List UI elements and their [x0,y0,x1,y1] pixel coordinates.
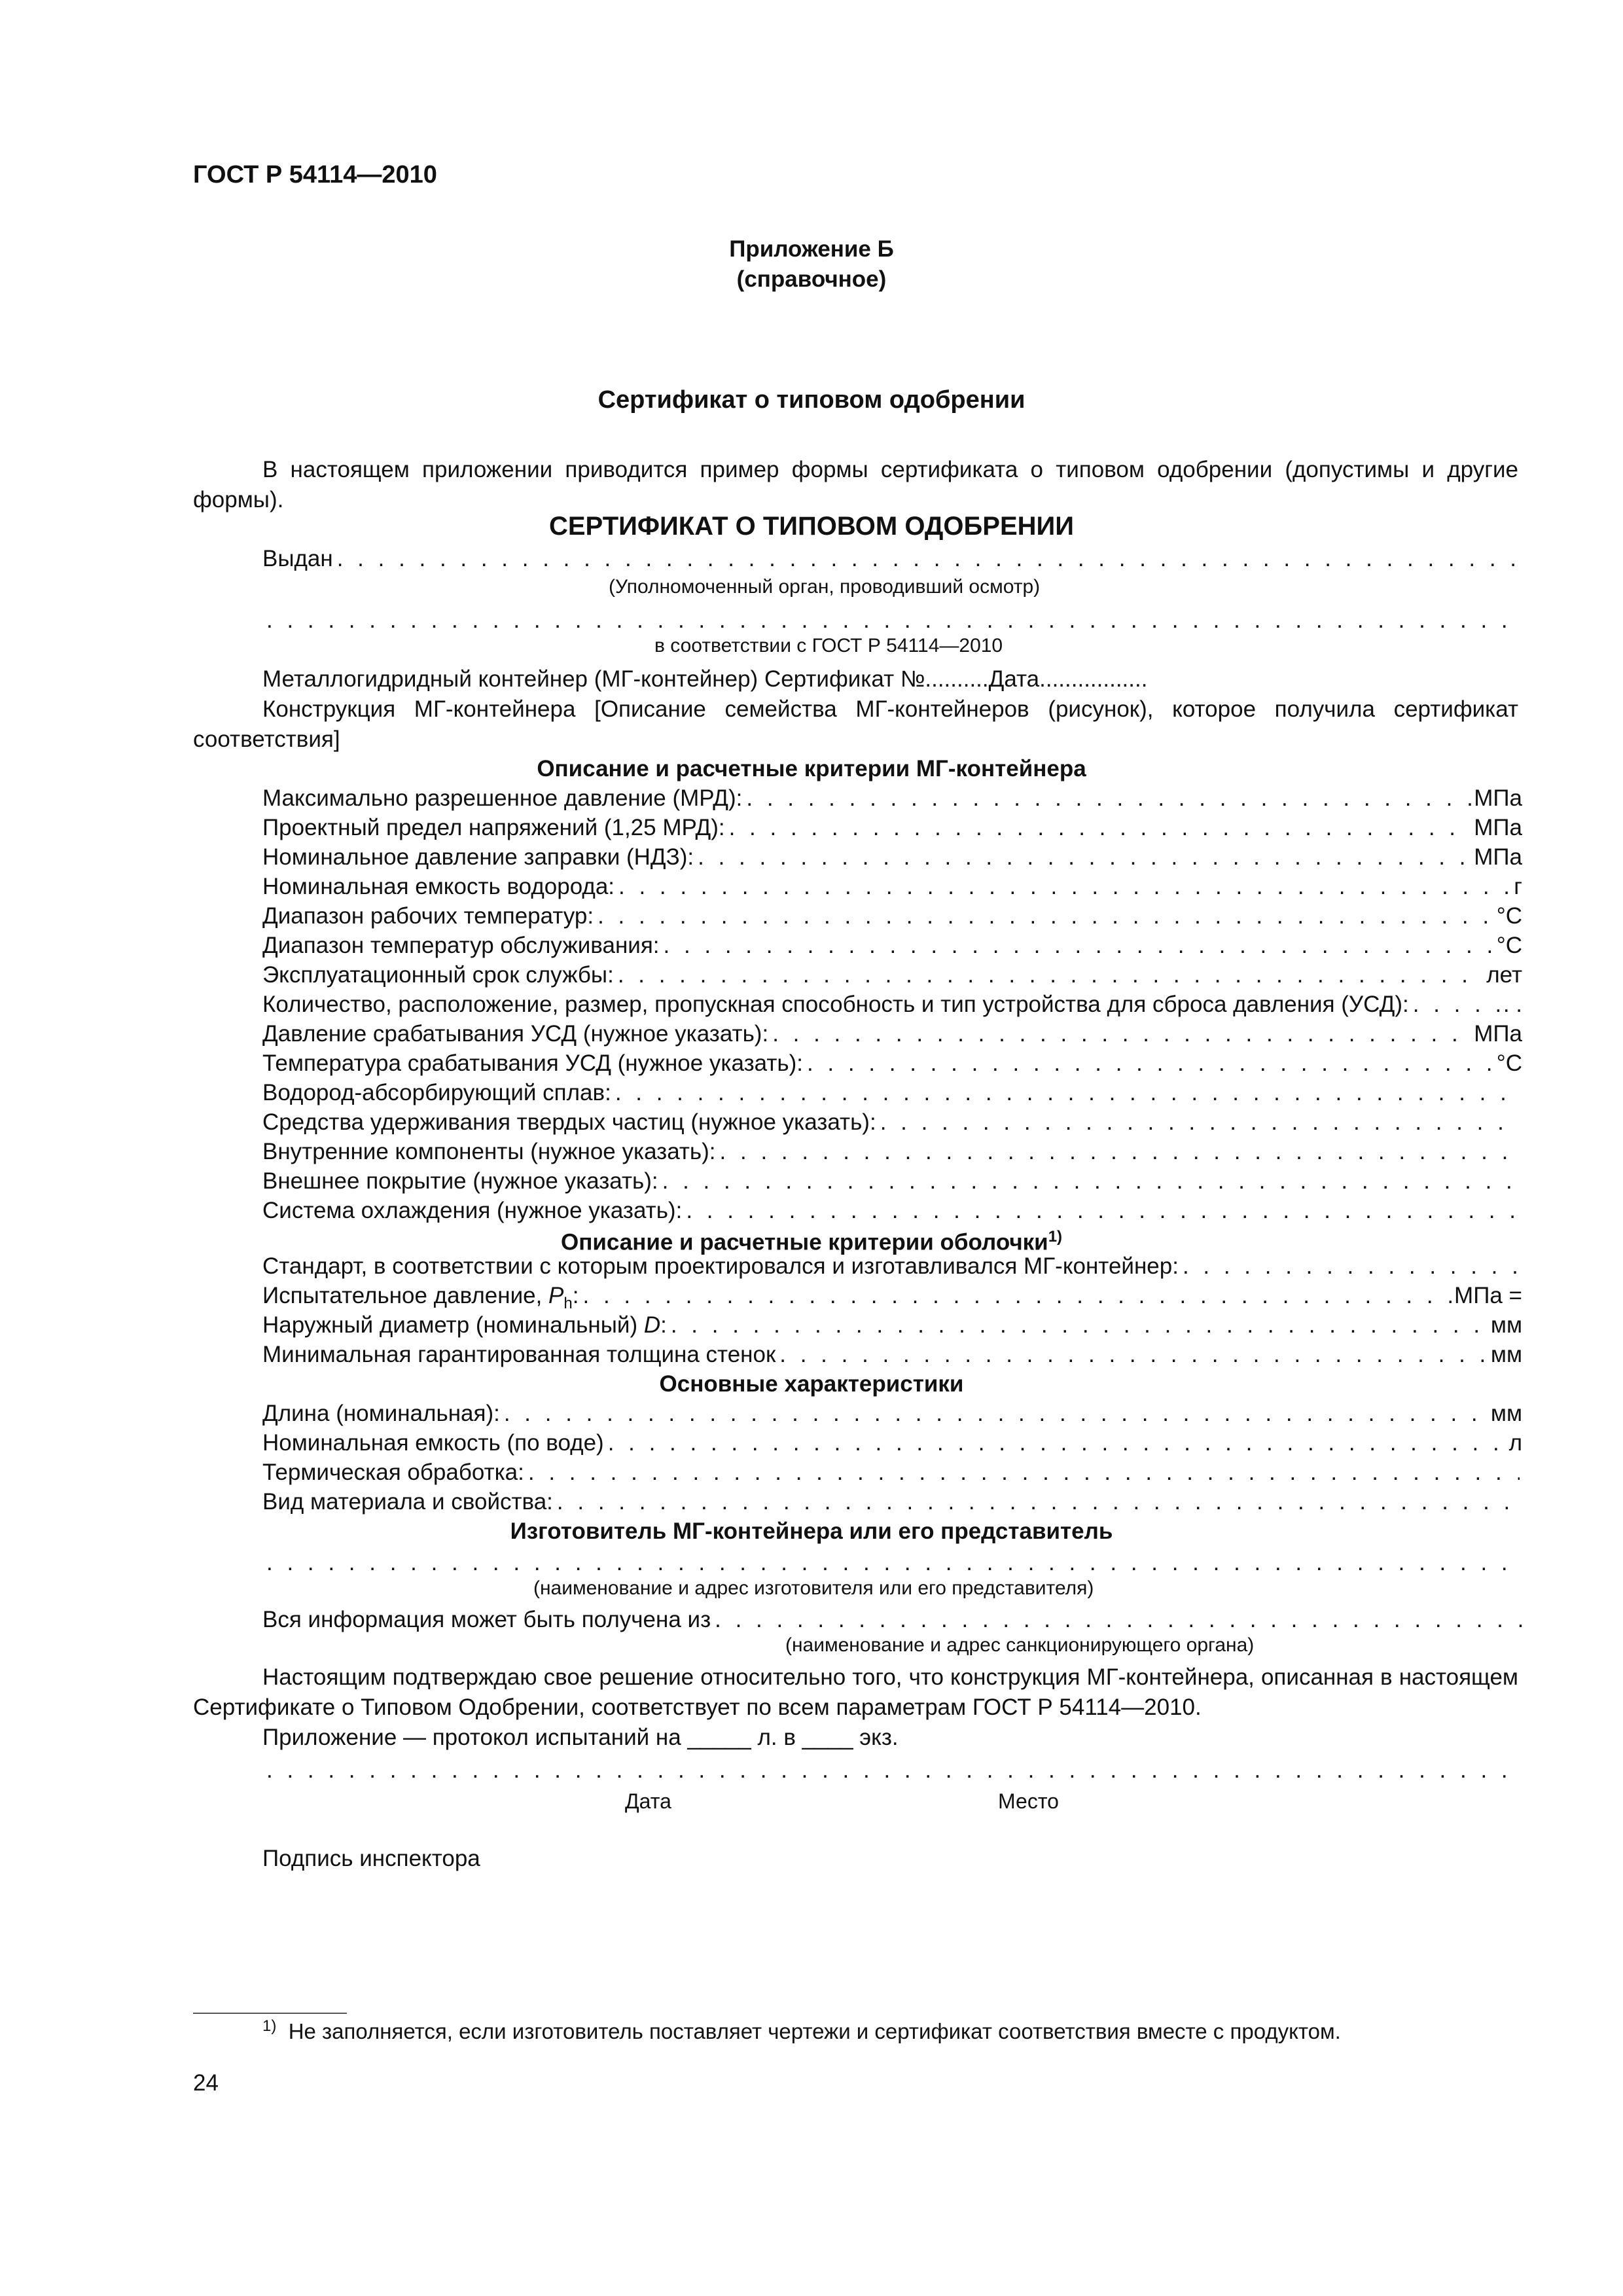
appendix-type: (справочное) [736,266,887,292]
basic-row [262,1429,1522,1458]
row-label: Водород-абсорбирующий сплав: [262,1080,611,1105]
compliance-caption: в соответствии с ГОСТ Р 54114—2010 [654,635,1003,656]
footnote [262,2017,1341,2044]
row-unit: °С [1496,1050,1522,1076]
manufacturer-caption: (наименование и адрес изготовителя или его представителя) [533,1577,1094,1599]
manufacturer-title: Изготовитель МГ-контейнера или его представитель [510,1518,1113,1544]
date-label: Дата [625,1789,671,1813]
date-place-line [262,1756,1522,1785]
row-label: Термическая обработка: [262,1460,524,1485]
fill-dots [768,1020,1471,1049]
attachment-line: Приложение — протокол испытаний на _____ л. в ____ экз. [262,1725,899,1750]
info-label: Вся информация может быть получена из [262,1607,711,1632]
criteria-row [262,931,1522,960]
fill-dots [500,1399,1488,1428]
design-text: Конструкция МГ-контейнера [Описание семейства МГ-контейнеров (рисунок), которое получила сертификат соответствия] [193,696,1518,752]
row-unit: МПа [1474,844,1522,870]
issued-line [262,545,1522,573]
confirmation-text: Настоящим подтверждаю свое решение относительно того, что конструкция МГ-контейнера, описанная в настоящем Сертификате о Типовом Одобрении, соответствует по всем параметрам ГОСТ Р 54114—2010. [193,1664,1518,1720]
place-label: Место [998,1789,1059,1813]
row-unit [1520,1488,1522,1516]
basic-title: Основные характеристики [659,1371,964,1397]
fill-dots [594,902,1494,931]
test-pressure-label: Испытательное давление, [262,1283,549,1308]
form-title: СЕРТИФИКАТ О ТИПОВОМ ОДОБРЕНИИ [548,512,1075,541]
row-label: Наружный диаметр (номинальный) D: [262,1312,667,1338]
row-label: Диапазон рабочих температур: [262,903,594,929]
pressure-subscript: h [563,1295,573,1312]
criteria-row [262,902,1522,931]
criteria-row [262,814,1522,842]
criteria-row [262,1167,1522,1196]
manufacturer-line [262,1549,1522,1577]
fill-dots [262,606,1522,635]
row-unit: °С [1496,933,1522,958]
intro-paragraph [193,455,1518,515]
row-label: Номинальная емкость (по воде) [262,1430,604,1456]
issued-caption: (Уполномоченный орган, проводивший осмотр) [609,576,1041,598]
row-unit [1520,1079,1522,1107]
document-header: ГОСТ Р 54114—2010 [193,161,437,188]
row-unit: МПа [1474,815,1522,840]
shell-diameter-row [262,1311,1522,1340]
row-label: Проектный предел напряжений (1,25 МРД): [262,815,725,840]
row-label: Внутренние компоненты (нужное указать): [262,1139,716,1164]
fill-dots [262,1549,1522,1577]
fill-dots [553,1488,1520,1516]
fill-dots [658,1167,1520,1196]
fill-dots [262,1756,1522,1785]
row-unit [1520,1196,1522,1225]
row-label: Вид материала и свойства: [262,1489,553,1515]
inspector-signature: Подпись инспектора [262,1846,480,1871]
row-unit [1520,1138,1522,1166]
row-unit [1520,1108,1522,1137]
row-unit [1520,1458,1522,1487]
criteria-row [262,990,1522,1019]
fill-dots [1409,990,1501,1019]
row-unit: МПа = [1454,1283,1522,1308]
fill-dots [803,1049,1494,1078]
criteria-row [262,1020,1522,1049]
criteria-title: Описание и расчетные критерии МГ-контейнера [537,756,1086,781]
fill-dots [682,1196,1520,1225]
row-unit: мм [1490,1312,1522,1338]
row-label: Номинальная емкость водорода: [262,874,615,899]
section-title: Сертификат о типовом одобрении [597,386,1026,414]
shell-standard-row [262,1252,1522,1281]
criteria-row [262,1108,1522,1137]
row-label: Система охлаждения (нужное указать): [262,1198,683,1223]
criteria-row [262,1138,1522,1166]
fill-dots [660,931,1494,960]
criteria-row [262,1196,1522,1225]
criteria-row [262,961,1522,990]
issued-line-2 [262,606,1522,635]
fill-dots [604,1429,1507,1458]
row-label: Минимальная гарантированная толщина стенок [262,1342,776,1367]
row-label: Диапазон температур обслуживания: [262,933,660,958]
basic-row [262,1458,1522,1487]
diameter-label: Наружный диаметр (номинальный) [262,1312,644,1338]
basic-row [262,1399,1522,1428]
footnote-reference: 1) [1048,1228,1063,1246]
fill-dots [711,1605,1522,1634]
fill-dots [614,961,1484,990]
appendix-title: Приложение Б [729,236,894,262]
info-caption: (наименование и адрес санкционирующего органа) [785,1634,1255,1656]
basic-row [262,1488,1522,1516]
row-unit [1520,1167,1522,1196]
shell-wall-row [262,1340,1522,1369]
fill-dots [776,1340,1488,1369]
fill-dots [524,1458,1520,1487]
fill-dots [694,843,1471,872]
fill-dots [742,784,1471,813]
footnote-mark: 1) [262,2017,277,2035]
shell-title-text: Описание и расчетные критерии оболочки [560,1229,1048,1255]
row-label: Длина (номинальная): [262,1401,500,1426]
row-label: Давление срабатывания УСД (нужное указать): [262,1021,769,1047]
row-unit: МПа [1474,785,1522,811]
row-unit: л [1508,1430,1522,1456]
criteria-row [262,1049,1522,1078]
row-label: Максимально разрешенное давление (МРД): [262,785,743,811]
row-label: Испытательное давление, $P_h$: [262,1283,579,1312]
pressure-symbol: P [548,1283,564,1308]
row-label: Температура срабатывания УСД (нужное указать): [262,1050,803,1076]
page-number: 24 [193,2070,219,2096]
diameter-symbol: D [643,1312,661,1338]
footnote-text: Не заполняется, если изготовитель поставляет чертежи и сертификат соответствия вместе с продуктом. [288,2019,1341,2043]
criteria-row [262,1079,1522,1107]
row-unit: . . [1503,992,1522,1017]
issued-label: Выдан [262,546,333,571]
fill-dots [716,1138,1520,1166]
row-unit: мм [1490,1342,1522,1367]
row-unit: мм [1490,1401,1522,1426]
fill-dots [667,1311,1488,1340]
row-label: Количество, расположение, размер, пропускная способность и тип устройства для сброса давления (УСД): [262,992,1409,1017]
fill-dots [333,545,1522,573]
row-unit: лет [1486,962,1522,988]
row-label: Эксплуатационный срок службы: [262,962,614,988]
fill-dots [615,872,1511,901]
criteria-row [262,843,1522,872]
row-unit: °С [1496,903,1522,929]
fill-dots [611,1079,1520,1107]
container-line: Металлогидридный контейнер (МГ-контейнер) Сертификат №..........Дата................. [262,666,1148,692]
info-line [262,1605,1522,1634]
fill-dots [1179,1252,1522,1281]
row-unit: МПа [1474,1021,1522,1047]
fill-dots [725,814,1472,842]
criteria-row [262,784,1522,813]
row-unit: г [1514,874,1522,899]
fill-dots [876,1108,1520,1137]
row-label: Номинальное давление заправки (НДЗ): [262,844,694,870]
intro-text: В настоящем приложении приводится пример формы сертификата о типовом одобрении (допустимы и другие формы). [193,457,1518,512]
confirmation-paragraph [193,1662,1518,1723]
row-label: Внешнее покрытие (нужное указать): [262,1168,658,1194]
row-label: Стандарт, в соответствии с которым проектировался и изготавливался МГ-контейнер: [262,1253,1179,1279]
row-label: Средства удерживания твердых частиц (нужное указать): [262,1109,876,1135]
design-paragraph [193,694,1518,755]
footnote-divider [193,2013,347,2014]
criteria-row [262,872,1522,901]
